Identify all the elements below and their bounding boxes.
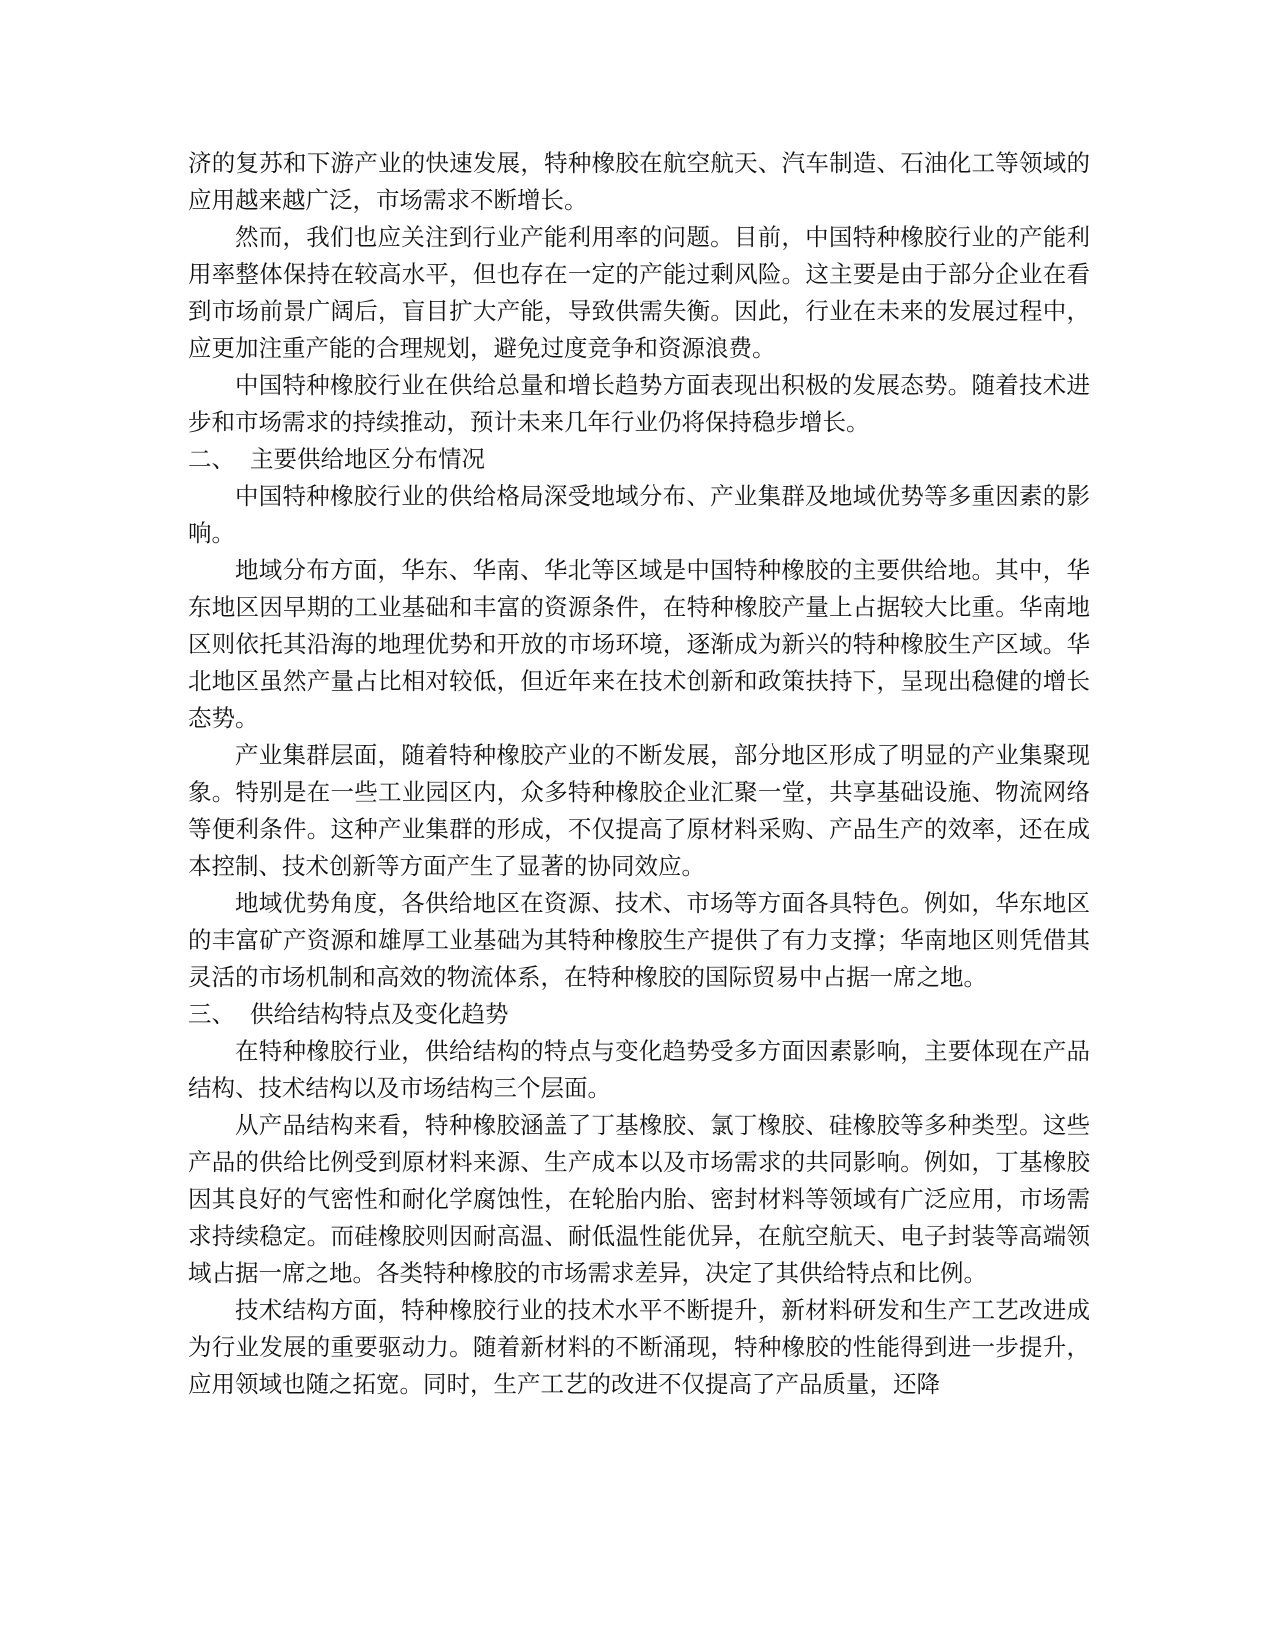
- section-heading-supply-structure: [188, 996, 1090, 1033]
- section-number: 二、: [188, 445, 235, 473]
- paragraph-supply-pattern: 中国特种橡胶行业的供给格局深受地域分布、产业集群及地域优势等多重因素的影响。: [188, 482, 1090, 547]
- paragraph-structure-overview: 在特种橡胶行业，供给结构的特点与变化趋势受多方面因素影响，主要体现在产品结构、技术结构以及市场结构三个层面。: [188, 1037, 1090, 1102]
- section-number: 三、: [188, 1000, 235, 1028]
- document-body: [188, 145, 1090, 1403]
- section-title: 主要供给地区分布情况: [250, 445, 485, 473]
- section-title: 供给结构特点及变化趋势: [250, 1000, 509, 1028]
- paragraph-regional-advantage: 地域优势角度，各供给地区在资源、技术、市场等方面各具特色。例如，华东地区的丰富矿产资源和雄厚工业基础为其特种橡胶生产提供了有力支撑；华南地区则凭借其灵活的市场机制和高效的物流体系，在特种橡胶的国际贸易中占据一席之地。: [188, 889, 1090, 991]
- paragraph-geographic-distribution: 地域分布方面，华东、华南、华北等区域是中国特种橡胶的主要供给地。其中，华东地区因早期的工业基础和丰富的资源条件，在特种橡胶产量上占据较大比重。华南地区则依托其沿海的地理优势和开放的市场环境，逐渐成为新兴的特种橡胶生产区域。华北地区虽然产量占比相对较低，但近年来在技术创新和政策扶持下，呈现出稳健的增长态势。: [188, 556, 1090, 732]
- paragraph-industrial-cluster: 产业集群层面，随着特种橡胶产业的不断发展，部分地区形成了明显的产业集聚现象。特别是在一些工业园区内，众多特种橡胶企业汇聚一堂，共享基础设施、物流网络等便利条件。这种产业集群的形成，不仅提高了原材料采购、产品生产的效率，还在成本控制、技术创新等方面产生了显著的协同效应。: [188, 741, 1090, 880]
- section-heading-regional-distribution: [188, 441, 1090, 478]
- paragraph-product-structure: 从产品结构来看，特种橡胶涵盖了丁基橡胶、氯丁橡胶、硅橡胶等多种类型。这些产品的供给比例受到原材料来源、生产成本以及市场需求的共同影响。例如，丁基橡胶因其良好的气密性和耐化学腐蚀性，在轮胎内胎、密封材料等领域有广泛应用，市场需求持续稳定。而硅橡胶则因耐高温、耐低温性能优异，在航空航天、电子封装等高端领域占据一席之地。各类特种橡胶的市场需求差异，决定了其供给特点和比例。: [188, 1111, 1090, 1287]
- paragraph-capacity-utilization: 然而，我们也应关注到行业产能利用率的问题。目前，中国特种橡胶行业的产能利用率整体保持在较高水平，但也存在一定的产能过剩风险。这主要是由于部分企业在看到市场前景广阔后，盲目扩大产能，导致供需失衡。因此，行业在未来的发展过程中，应更加注重产能的合理规划，避免过度竞争和资源浪费。: [188, 223, 1090, 362]
- paragraph-continued: 济的复苏和下游产业的快速发展，特种橡胶在航空航天、汽车制造、石油化工等领域的应用越来越广泛，市场需求不断增长。: [188, 149, 1090, 214]
- paragraph-supply-trend: 中国特种橡胶行业在供给总量和增长趋势方面表现出积极的发展态势。随着技术进步和市场需求的持续推动，预计未来几年行业仍将保持稳步增长。: [188, 371, 1090, 436]
- paragraph-technology-structure: 技术结构方面，特种橡胶行业的技术水平不断提升，新材料研发和生产工艺改进成为行业发展的重要驱动力。随着新材料的不断涌现，特种橡胶的性能得到进一步提升，应用领域也随之拓宽。同时，生产工艺的改进不仅提高了产品质量，还降: [188, 1296, 1090, 1398]
